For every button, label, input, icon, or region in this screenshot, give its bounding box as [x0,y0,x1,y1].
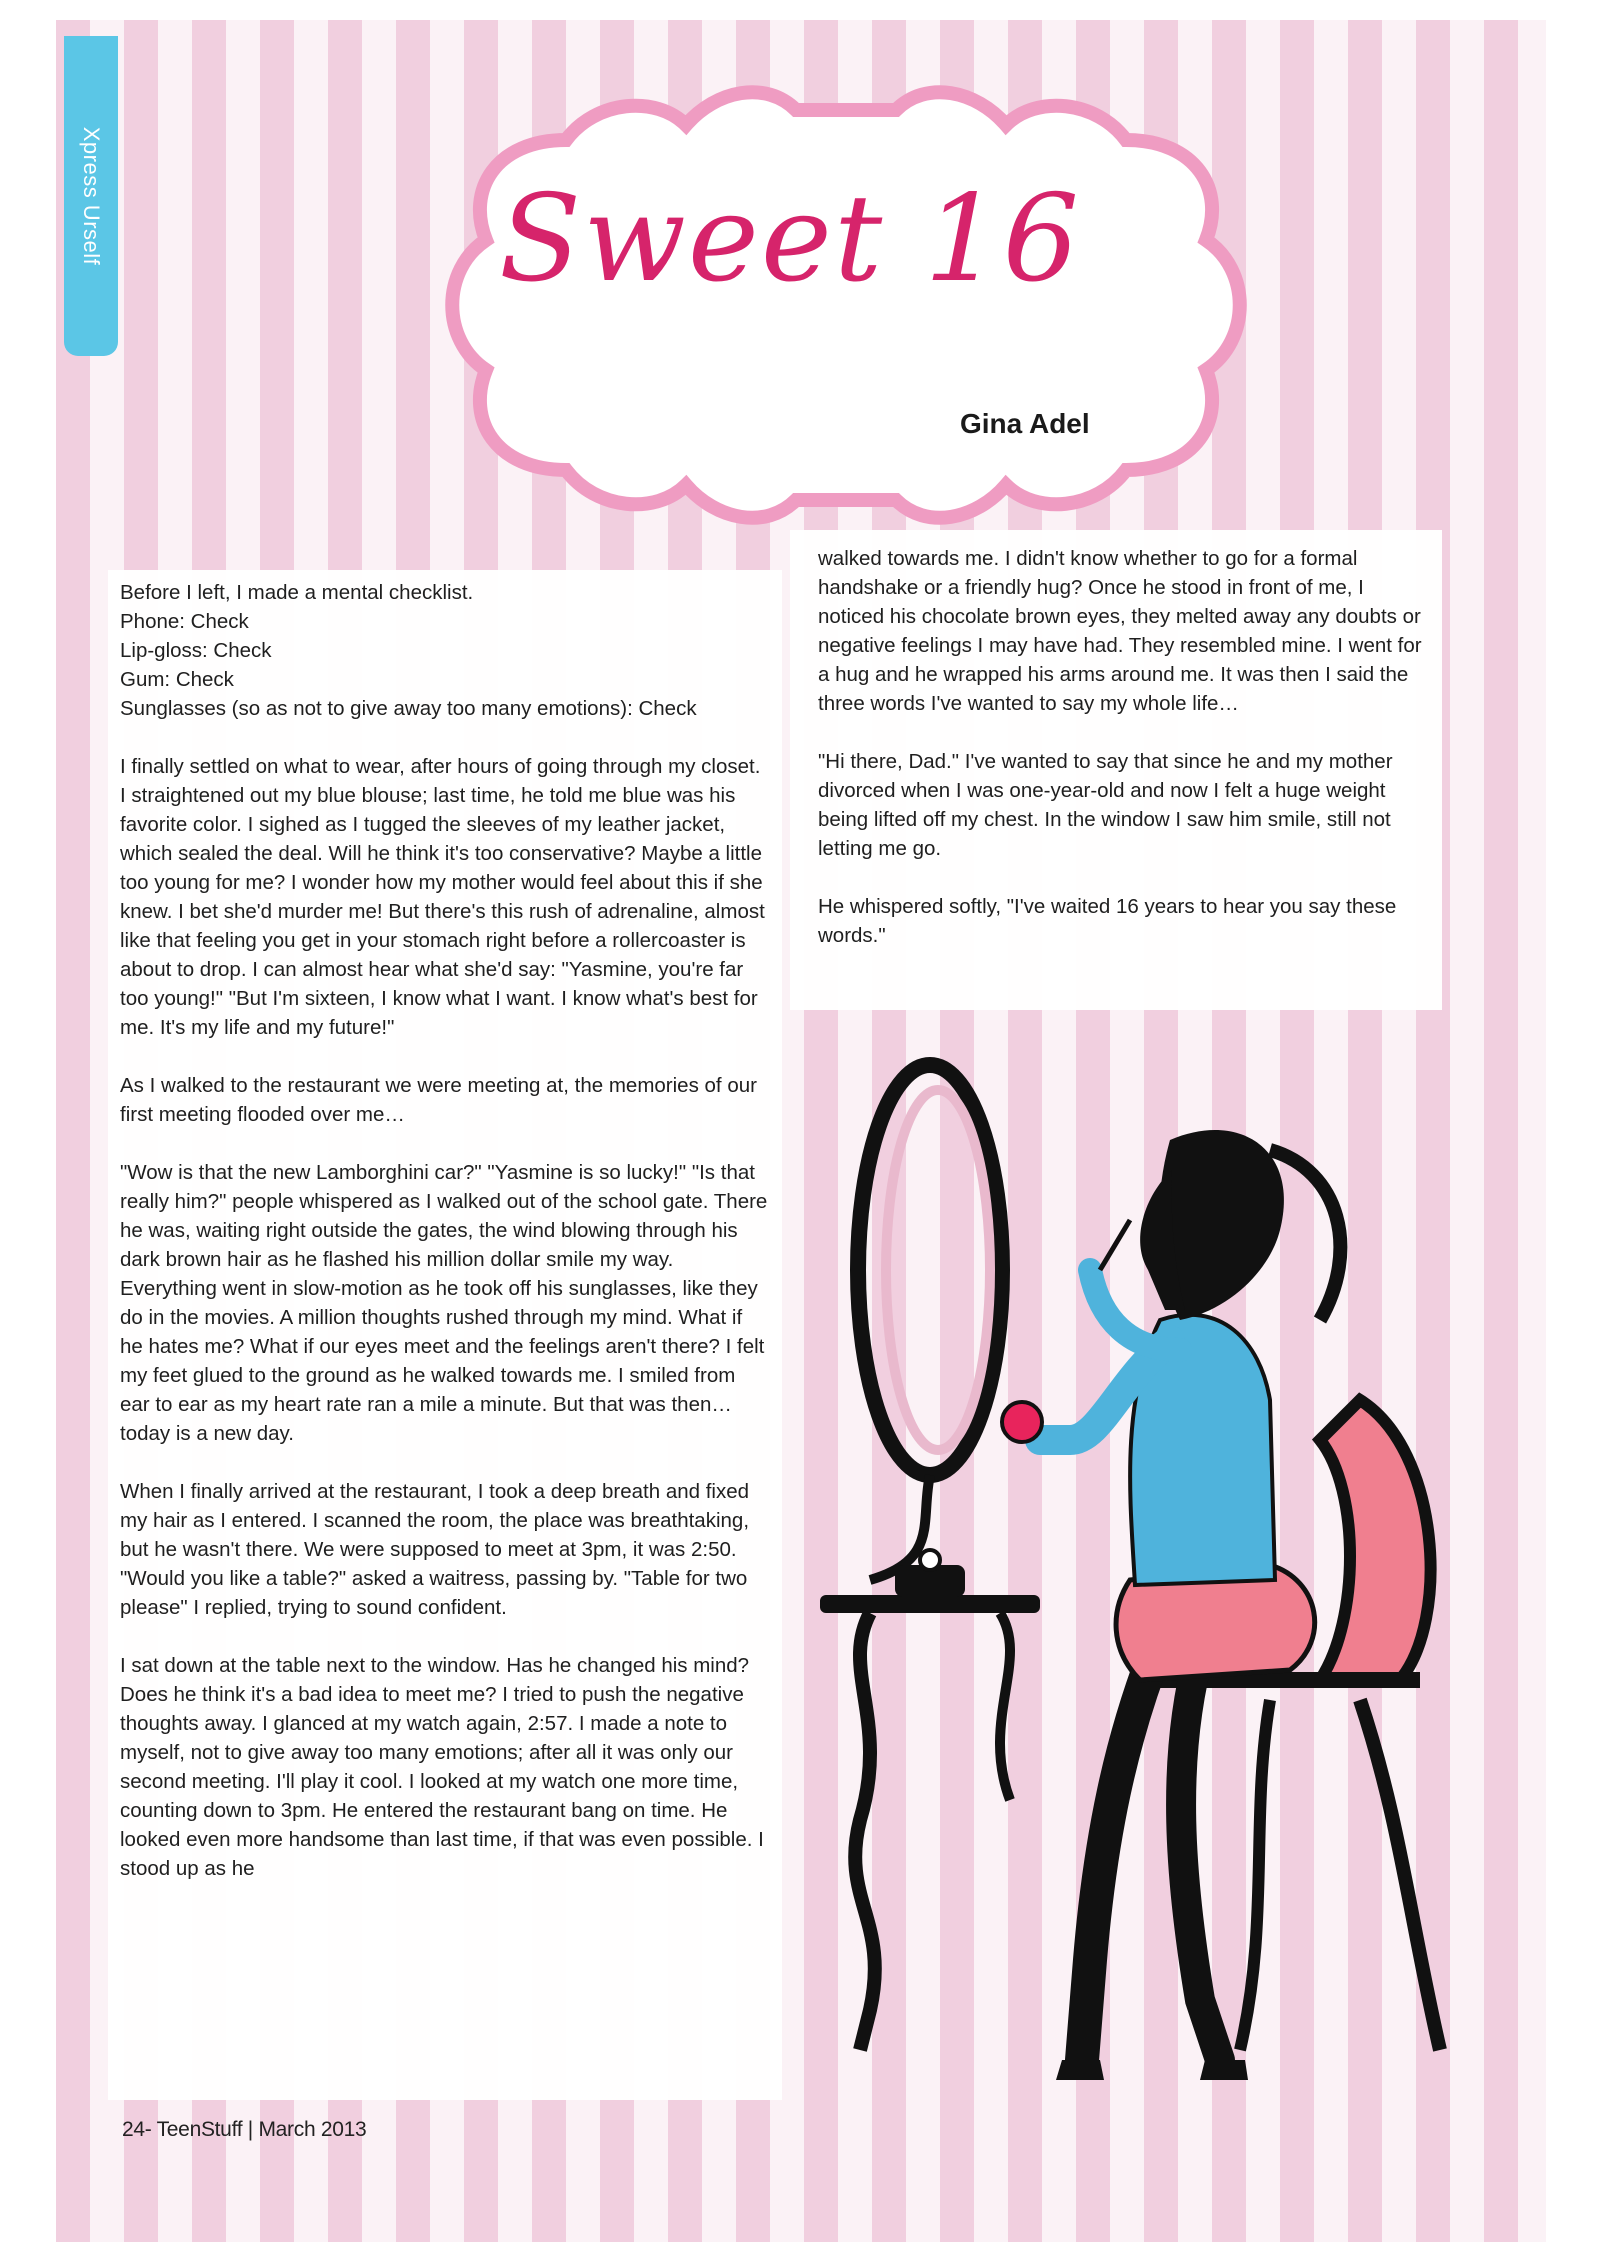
checklist-line: Before I left, I made a mental checklist. [120,581,474,604]
vanity-leg [855,1613,875,2050]
article-paragraph: I sat down at the table next to the window. Has he changed his mind? Does he think it's a bad idea to meet me? I tried to push the negative thoughts away. I glanced at my watch again, 2:57. I made a note to myself, not to give away too many emotions; after all it was only our second meeting. I'll play it cool. I looked at my watch one more time, counting down to 3pm. He entered the restaurant bang on time. He looked even more handsome than last time, if that was even possible. I stood up as he [120,1654,764,1880]
girl-leg [1181,1650,1220,2060]
girl-leg [1082,1640,1160,2060]
checklist-line: Sunglasses (so as not to give away too many emotions): Check [120,697,697,720]
section-tab [64,36,118,356]
makeup-brush [1100,1220,1130,1270]
jewelry-box-knob [920,1550,940,1570]
girl-shoe [1056,2060,1104,2080]
checklist-line: Lip-gloss: Check [120,639,272,662]
vanity-girl-illustration [800,1020,1460,2120]
mirror-frame [858,1065,1002,1475]
article-column-right [790,530,1442,1010]
article-paragraph: As I walked to the restaurant we were meeting at, the memories of our first meeting flooded over me… [120,1074,757,1126]
checklist-line: Gum: Check [120,668,234,691]
article-column-left [108,570,782,2100]
article-paragraph: "Hi there, Dad." I've wanted to say that since he and my mother divorced when I was one-year-old and now I felt a huge weight being lifted off my chest. In the window I saw him smile, still not letting me go. [818,750,1393,860]
chair-leg [1240,1700,1270,2050]
vanity-leg [1000,1613,1010,1800]
vanity-tabletop [820,1595,1040,1613]
makeup-compact [1002,1402,1042,1442]
article-title: Sweet 16 [498,170,1081,309]
article-paragraph: When I finally arrived at the restaurant, I took a deep breath and fixed my hair as I entered. I scanned the room, the place was breathtaking, but he wasn't there. We were supposed to meet at 3pm, it was 2:50. "Would you like a table?" asked a waitress, passing by. "Table for two please" I replied, trying to sound confident. [120,1480,750,1619]
section-tab-label: Xpress Urself [79,126,104,266]
chair-leg [1360,1700,1440,2050]
article-paragraph: He whispered softly, "I've waited 16 years to hear you say these words." [818,895,1397,947]
girl-shoe [1200,2060,1248,2080]
article-paragraph: I finally settled on what to wear, after hours of going through my closet. I straightened out my blue blouse; last time, he told me blue was his favorite color. I sighed as I tugged the sleeves of my leather jacket, which sealed the deal. Will he think it's too conservative? Maybe a little too young for me? I wonder how my mother would feel about this if she knew. I bet she'd murder me! But there's this rush of adrenaline, almost like that feeling you get in your stomach right before a rollercoaster is about to drop. I can almost hear what she'd say: "Yasmine, you're far too young!" "But I'm sixteen, I know what I want. I know what's best for me. It's my life and my future!" [120,755,765,1039]
chair-back [1320,1400,1431,1680]
article-paragraph: "Wow is that the new Lamborghini car?" "Yasmine is so lucky!" "Is that really him?" people whispered as I walked out of the school gate. There he was, waiting right outside the gates, the wind blowing through his dark brown hair as he flashed his million dollar smile my way. Everything went in slow-motion as he took off his sunglasses, like they do in the movies. A million thoughts rushed through my mind. What if he hates me? What if our eyes meet and the feelings aren't there? I felt my feet glued to the ground as he walked towards me. I smiled from ear to ear as my heart rate ran a mile a minute. But that was then… today is a new day. [120,1161,768,1445]
checklist-line: Phone: Check [120,610,249,633]
page-footer: 24- TeenStuff | March 2013 [122,2118,367,2141]
article-paragraph: walked towards me. I didn't know whether to go for a formal handshake or a friendly hug? Once he stood in front of me, I noticed his chocolate brown eyes, they melted away any doubts or negative feelings I may have had. They resembled mine. I went for a hug and he wrapped his arms around me. It was then I said the three words I've wanted to say my whole life… [818,547,1422,715]
girl-ponytail [1270,1150,1340,1320]
mirror-inner-ring [886,1090,990,1450]
article-author: Gina Adel [960,408,1090,439]
